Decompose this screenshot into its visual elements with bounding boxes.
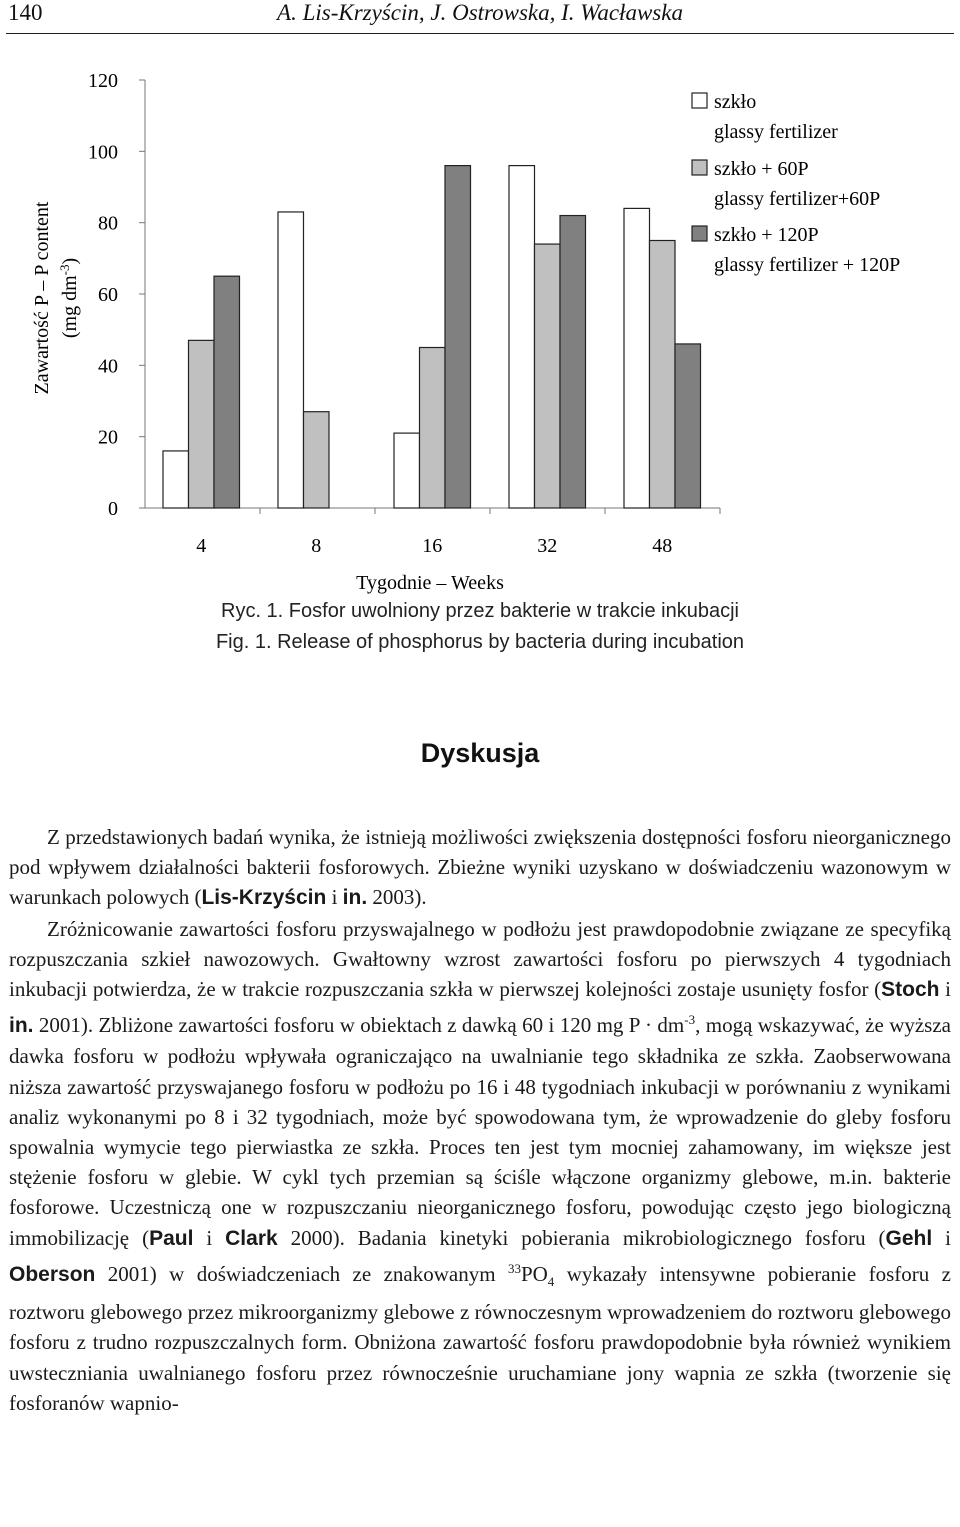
bar-3-32 bbox=[560, 216, 586, 508]
bar-2-16 bbox=[420, 348, 446, 509]
x-tick-label: 4 bbox=[196, 535, 207, 557]
x-tick-label: 48 bbox=[652, 535, 673, 557]
bar-3-48 bbox=[675, 344, 701, 508]
y-tick-label: 80 bbox=[98, 212, 118, 235]
citation-author: Oberson bbox=[9, 1262, 96, 1286]
bar-2-32 bbox=[535, 244, 561, 508]
y-tick-label: 20 bbox=[98, 426, 118, 449]
section-heading: Dyskusja bbox=[420, 738, 540, 768]
bar-1-16 bbox=[394, 433, 420, 508]
bar-2-48 bbox=[650, 241, 676, 509]
bar-1-8 bbox=[278, 212, 304, 508]
y-axis-label-line1: Zawartość P – P content bbox=[31, 201, 53, 395]
figure-caption-pl: Ryc. 1. Fosfor uwolniony przez bakterie w trakcie inkubacji bbox=[221, 600, 739, 622]
y-tick-label: 0 bbox=[108, 498, 118, 520]
citation-author: Lis-Krzyścin bbox=[201, 886, 327, 910]
running-authors: A. Lis-Krzyścin, J. Ostrowska, I. Wacławska bbox=[277, 0, 683, 25]
legend-label-3: szkło + 120P bbox=[714, 224, 819, 246]
legend-label-2: szkło + 60P bbox=[714, 158, 809, 180]
paragraph-1: Z przedstawionych badań wynika, że istnieją możliwości zwiększenia dostępności fosforu nieorganicznego pod wpływem działalności bakterii fosforowych. Zbieżne wyniki uzyskano w doświadczeniu wazonowym w warunkach polowych (Lis-Krzyścin i in. 2003). bbox=[9, 825, 951, 910]
y-tick-label: 100 bbox=[88, 141, 118, 164]
legend-label-en-1: glassy fertilizer bbox=[714, 121, 838, 143]
bar-chart bbox=[0, 40, 960, 600]
bar-3-16 bbox=[445, 166, 471, 508]
page-number: 140 bbox=[8, 0, 43, 25]
running-header bbox=[0, 0, 960, 30]
citation-author: Stoch bbox=[881, 978, 940, 1002]
x-tick-label: 32 bbox=[537, 535, 558, 557]
citation-author: Clark bbox=[225, 1226, 278, 1250]
legend-label-1: szkło bbox=[714, 91, 757, 113]
chart-legend bbox=[692, 91, 900, 276]
bar-2-8 bbox=[304, 412, 330, 508]
x-axis-label: Tygodnie – Weeks bbox=[356, 572, 504, 594]
citation-author: Paul bbox=[149, 1226, 194, 1250]
legend-swatch-3 bbox=[692, 226, 707, 241]
legend-swatch-2 bbox=[692, 160, 707, 175]
header-rule bbox=[6, 33, 954, 34]
chart-bars bbox=[163, 166, 701, 508]
bar-1-48 bbox=[624, 208, 650, 508]
citation-author: Gehl bbox=[885, 1226, 933, 1250]
bar-1-32 bbox=[509, 166, 535, 508]
x-tick-label: 16 bbox=[422, 535, 443, 557]
bar-1-4 bbox=[163, 451, 189, 508]
y-tick-label: 40 bbox=[98, 355, 118, 378]
body-text bbox=[9, 822, 951, 1418]
x-tick-label: 8 bbox=[311, 535, 322, 557]
figure-caption-en: Fig. 1. Release of phosphorus by bacteria during incubation bbox=[215, 631, 745, 653]
legend-label-en-3: glassy fertilizer + 120P bbox=[714, 254, 901, 276]
bar-2-4 bbox=[189, 340, 215, 508]
y-axis-label-line2: (mg $dm^{-3}$) bbox=[57, 257, 81, 339]
y-tick-label: 120 bbox=[88, 70, 118, 92]
legend-label-en-2: glassy fertilizer+60P bbox=[714, 188, 881, 210]
y-tick-label: 60 bbox=[98, 284, 118, 306]
legend-swatch-1 bbox=[692, 93, 707, 108]
paragraph-2: Zróżnicowanie zawartości fosforu przyswajalnego w podłożu jest prawdopodobnie związane ze specyfiką rozpuszczania szkieł nawozowych. Gwałtowny wzrost zawartości fosforu po pierwszych 4 tygodniach inkubacji potwierdza, że w trakcie rozpuszczania szkła w pierwszej kolejności zostaje usunięty fosfor (Stoch i in. 2001). Zbliżone zawartości fosforu w obiektach z dawką 60 i 120 mg $P \cdot dm^{-3}$, mogą wskazywać, że wyższa dawka fosforu w podłożu wpływała ograniczająco na uwalnianie tego składnika ze szkła. Zaobserwowana niższa zawartość przyswajanego fosforu w podłożu po 16 i 48 tygodniach inkubacji w porównaniu z wynikami analiz wykonanymi po 8 i 32 tygodniach, może być spowodowana tym, że wprowadzenie do gleby fosforu spowalnia wymycie tego pierwiastka ze szkła. Proces ten jest tym mocniej zahamowany, im większe jest stężenie fosforu w glebie. W cykl tych przemian są ściśle włączone organizmy glebowe, m.in. bakterie fosforowe. Uczestniczą one w rozpuszczaniu nieorganicznego fosforu, powodując często jego biologiczną immobilizację (Paul i Clark 2000). Badania kinetyki pobierania mikrobiologicznego fosforu (Gehl i Oberson 2001) w doświadczeniach ze znakowanym $^{33}PO_4$ wykazały intensywne pobieranie fosforu z roztworu glebowego przez mikroorganizmy glebowe z równoczesnym wprowadzeniem do roztworu glebowego fosforu z trudno rozpuszczalnych form. Obniżona zawartość fosforu prawdopodobnie była również wynikiem uwsteczniania uwalnianego fosforu przez równocześnie uruchamiane jony wapnia ze szkła (tworzenie się fosforanów wapnio- bbox=[9, 916, 952, 1415]
bar-3-4 bbox=[214, 276, 240, 508]
